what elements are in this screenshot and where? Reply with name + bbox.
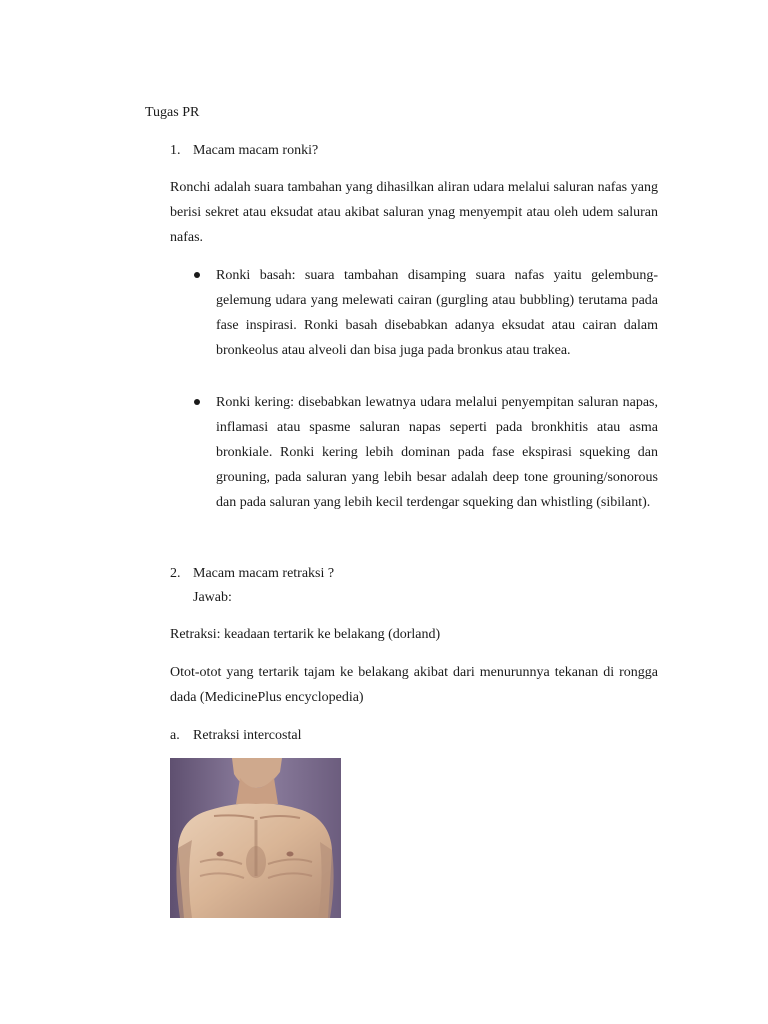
sub-a-label: Retraksi intercostal: [193, 728, 302, 743]
retraksi-explanation: Otot-otot yang tertarik tajam ke belakang akibat dari menurunnya tekanan di rongga dada (MedicinePlus encyclopedia): [170, 665, 658, 705]
document-title: Tugas PR: [145, 105, 200, 120]
torso-illustration: [170, 758, 341, 918]
question-1-text: Macam macam ronki?: [193, 143, 319, 158]
question-2-text: Macam macam retraksi ?: [193, 566, 335, 581]
question-2-number: 2.: [170, 566, 181, 581]
bullet-ronki-kering: Ronki kering: disebabkan lewatnya udara melalui penyempitan saluran napas, inflamasi atau spasme saluran napas seperti pada bronkhitis atau asma bronkiale. Ronki kering lebih dominan pada fase ekspirasi squeking dan grouning, pada saluran yang lebih besar adalah deep tone grouning/sonorous dan pada saluran yang lebih kecil terdengar squeking dan whistling (sibilant).: [216, 395, 658, 510]
bullet-icon: [194, 399, 200, 405]
sub-a-letter: a.: [170, 728, 180, 743]
chest-retraction-photo: [170, 758, 341, 918]
bullet-icon: [194, 272, 200, 278]
question-1-number: 1.: [170, 143, 181, 158]
retraksi-definition: Retraksi: keadaan tertarik ke belakang (dorland): [170, 627, 441, 642]
answer-label: Jawab:: [193, 590, 232, 605]
bullet-ronki-basah: Ronki basah: suara tambahan disamping suara nafas yaitu gelembung-gelemung udara yang melewati cairan (gurgling atau bubbling) terutama pada fase inspirasi. Ronki basah disebabkan adanya eksudat atau cairan dalam bronkeolus atau alveoli dan bisa juga pada bronkus atau trakea.: [216, 268, 658, 358]
ronki-definition: Ronchi adalah suara tambahan yang dihasilkan aliran udara melalui saluran nafas yang berisi sekret atau eksudat atau akibat saluran ynag menyempit atau oleh udem saluran nafas.: [170, 180, 658, 245]
